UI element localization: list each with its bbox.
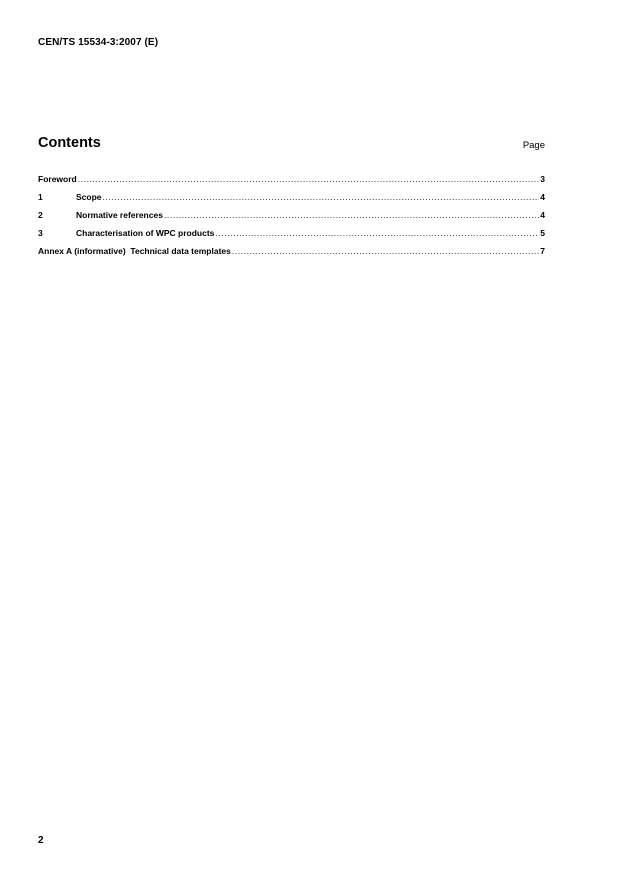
toc-entry-number: 2: [38, 210, 43, 220]
toc-entry-page: 4: [540, 210, 545, 220]
toc-entry-annex-a[interactable]: [38, 246, 545, 264]
contents-heading: Contents: [38, 135, 101, 151]
toc-entry-page: 3: [540, 174, 545, 184]
table-of-contents: [38, 174, 545, 264]
toc-entry-foreword[interactable]: [38, 174, 545, 192]
toc-entry-number: 1: [38, 192, 43, 202]
toc-entry-page: 5: [540, 228, 545, 238]
toc-entry-number: 3: [38, 228, 43, 238]
page-column-label: Page: [522, 140, 545, 151]
toc-entry-characterisation[interactable]: [38, 228, 545, 246]
toc-dot-leader: [215, 228, 539, 238]
toc-entry-normative-references[interactable]: [38, 210, 545, 228]
toc-entry-page: 4: [540, 192, 545, 202]
toc-entry-page: 7: [540, 246, 545, 256]
page-number: 2: [38, 835, 44, 846]
toc-dot-leader: [78, 174, 540, 184]
toc-dot-leader: [103, 192, 540, 202]
toc-dot-leader: [164, 210, 539, 220]
toc-entry-scope[interactable]: [38, 192, 545, 210]
toc-entry-title: Scope: [76, 192, 102, 202]
toc-entry-title: Normative references: [76, 210, 163, 220]
toc-dot-leader: [232, 246, 539, 256]
document-identifier: CEN/TS 15534-3:2007 (E): [38, 37, 159, 48]
toc-entry-title: Annex A (informative) Technical data templates: [38, 246, 231, 256]
toc-entry-title: Foreword: [38, 174, 77, 184]
toc-entry-title: Characterisation of WPC products: [76, 228, 215, 238]
